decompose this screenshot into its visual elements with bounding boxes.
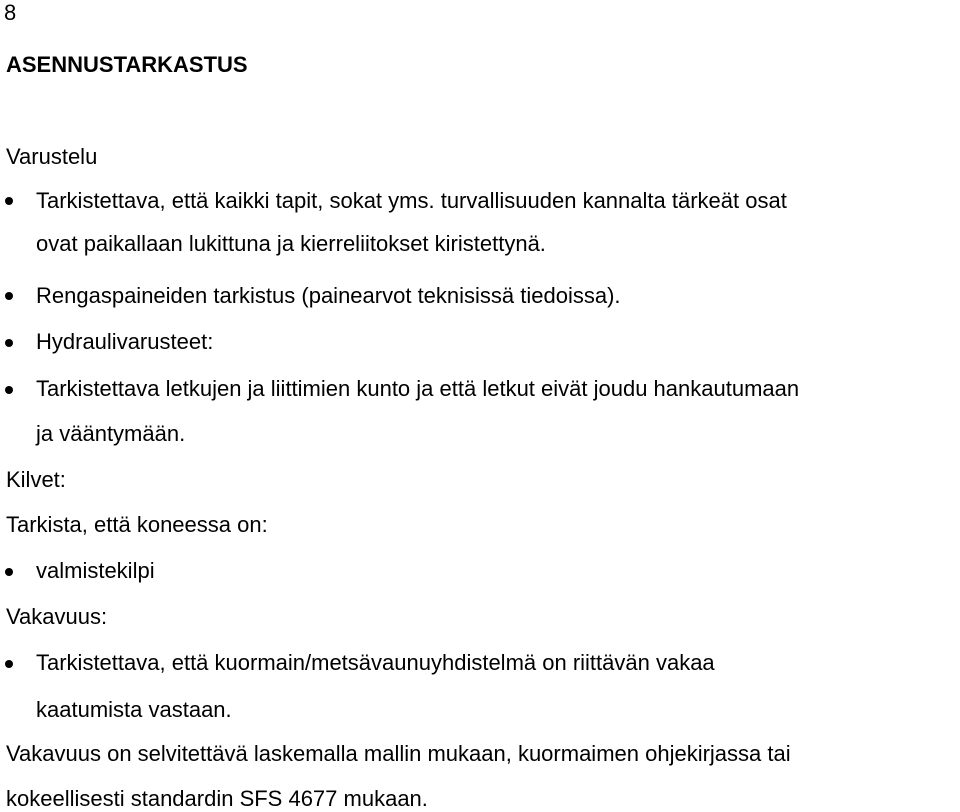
- section-note-continued: kokeellisesti standardin SFS 4677 mukaan.: [6, 786, 428, 811]
- bullet-icon: [5, 660, 13, 668]
- section-heading-vakavuus: Vakavuus:: [6, 604, 108, 629]
- bullet-icon: [5, 568, 13, 576]
- bullet-icon: [5, 339, 13, 347]
- section-heading-kilvet: Kilvet:: [6, 467, 66, 492]
- page-title: ASENNUSTARKASTUS: [6, 52, 248, 77]
- list-item-text-continued: ja vääntymään.: [36, 421, 186, 446]
- page-number: 8: [4, 0, 17, 25]
- list-item-text-continued: ovat paikallaan lukittuna ja kierreliitokset kiristettynä.: [36, 231, 546, 256]
- list-item-text: Tarkistettava, että kuormain/metsävaunuyhdistelmä on riittävän vakaa: [36, 650, 715, 675]
- list-item-text: valmistekilpi: [36, 558, 155, 583]
- bullet-icon: [5, 386, 13, 394]
- list-item-text: Tarkistettava letkujen ja liittimien kunto ja että letkut eivät joudu hankautumaan: [36, 376, 800, 401]
- list-item-text: Rengaspaineiden tarkistus (painearvot teknisissä tiedoissa).: [36, 283, 621, 308]
- bullet-icon: [5, 197, 13, 205]
- list-item-text: Tarkistettava, että kaikki tapit, sokat yms. turvallisuuden kannalta tärkeät osat: [36, 188, 787, 213]
- section-intro-kilvet: Tarkista, että koneessa on:: [6, 512, 268, 537]
- section-heading-varustelu: Varustelu: [6, 144, 98, 169]
- list-item-text-continued: kaatumista vastaan.: [36, 697, 232, 722]
- bullet-icon: [5, 292, 13, 300]
- list-item-text: Hydraulivarusteet:: [36, 329, 214, 354]
- section-note: Vakavuus on selvitettävä laskemalla mallin mukaan, kuormaimen ohjekirjassa tai: [6, 741, 791, 766]
